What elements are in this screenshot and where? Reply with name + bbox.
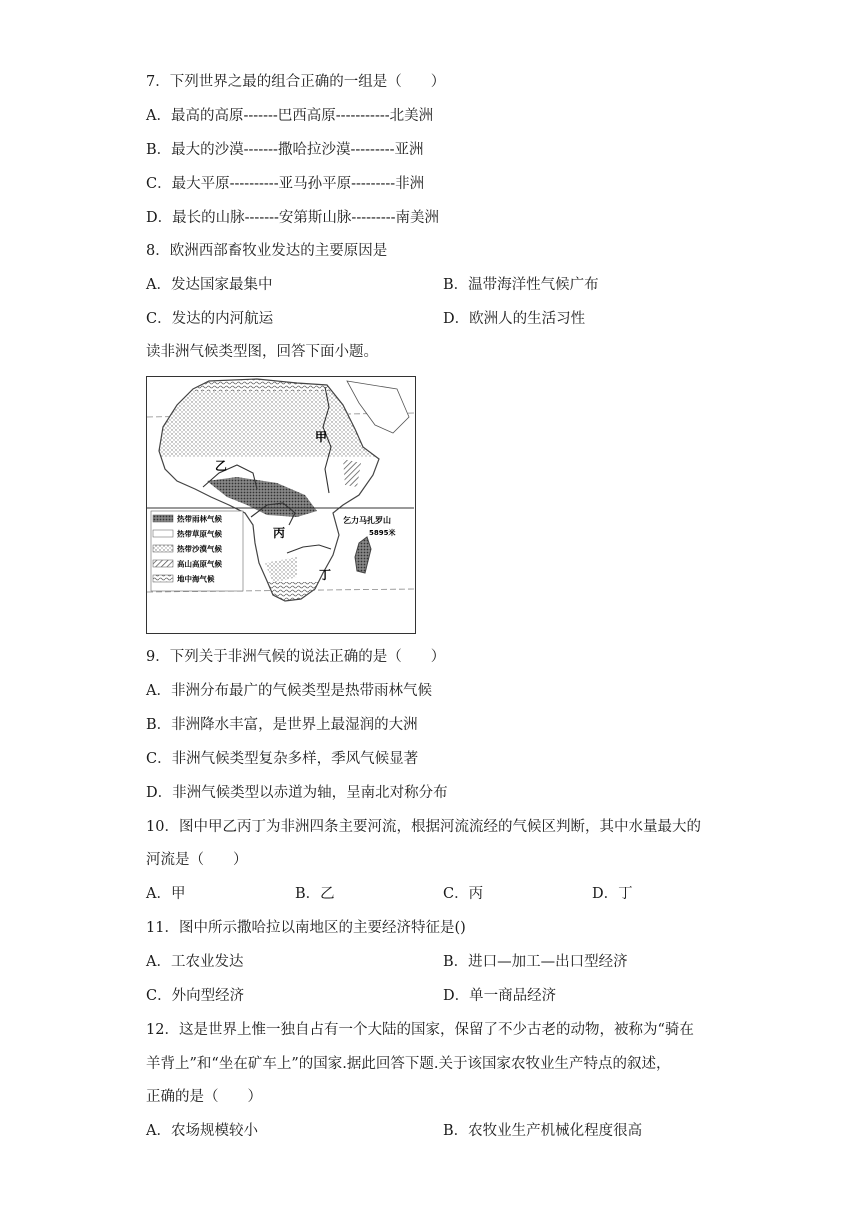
legend-item-rainforest: 热带雨林气候 (177, 514, 222, 524)
question-7-stem: 7．下列世界之最的组合正确的一组是（ ） (146, 74, 446, 90)
question-11-option-a[interactable]: A．工农业发达 (146, 954, 244, 970)
label-jia: 甲 (315, 430, 328, 444)
label-kilimanjaro: 乞力马扎罗山 (343, 516, 391, 525)
question-8-option-b[interactable]: B．温带海洋性气候广布 (443, 277, 599, 293)
question-8-option-c[interactable]: C．发达的内河航运 (146, 311, 274, 327)
question-11-option-c[interactable]: C．外向型经济 (146, 988, 245, 1004)
question-8-option-d[interactable]: D．欧洲人的生活习性 (443, 311, 586, 327)
question-7-option-d[interactable]: D．最长的山脉-------安第斯山脉---------南美洲 (146, 210, 440, 226)
madagascar (355, 537, 371, 573)
question-10-stem-line-1: 10．图中甲乙丙丁为非洲四条主要河流，根据河流流经的气候区判断，其中水量最大的 (146, 819, 701, 835)
arabian-peninsula (347, 381, 409, 433)
question-7-option-c[interactable]: C．最大平原----------亚马孙平原---------非洲 (146, 176, 425, 192)
question-11-stem: 11．图中所示撒哈拉以南地区的主要经济特征是() (146, 920, 466, 936)
question-10-option-d[interactable]: D．丁 (592, 886, 633, 902)
question-12-stem-line-2: 羊背上”和“坐在矿车上”的国家.据此回答下题.关于该国家农牧业生产特点的叙述， (146, 1056, 671, 1072)
question-7-option-b[interactable]: B．最大的沙漠-------撒哈拉沙漠---------亚洲 (146, 142, 424, 158)
map-intro: 读非洲气候类型图，回答下面小题。 (146, 344, 378, 360)
question-10-option-c[interactable]: C．丙 (443, 886, 484, 902)
question-12-stem-line-1: 12．这是世界上惟一独自占有一个大陆的国家，保留了不少古老的动物，被称为“骑在 (146, 1022, 694, 1038)
question-7-option-a[interactable]: A．最高的高原-------巴西高原-----------北美洲 (146, 108, 434, 124)
label-ding: 丁 (319, 568, 332, 582)
question-9-option-b[interactable]: B．非洲降水丰富，是世界上最湿润的大洲 (146, 717, 418, 733)
legend-item-desert: 热带沙漠气候 (177, 544, 222, 554)
question-12-option-b[interactable]: B．农牧业生产机械化程度很高 (443, 1123, 643, 1139)
question-11-option-b[interactable]: B．进口—加工—出口型经济 (443, 954, 628, 970)
question-9-option-c[interactable]: C．非洲气候类型复杂多样，季风气候显著 (146, 751, 419, 767)
label-yi: 乙 (215, 459, 228, 473)
question-11-option-d[interactable]: D．单一商品经济 (443, 988, 557, 1004)
question-8-stem: 8．欧洲西部畜牧业发达的主要原因是 (146, 243, 388, 259)
question-9-option-a[interactable]: A．非洲分布最广的气候类型是热带雨林气候 (146, 683, 432, 699)
label-bing: 丙 (273, 526, 286, 540)
label-kilimanjaro-height: 5895米 (369, 529, 396, 537)
question-8-option-a[interactable]: A．发达国家最集中 (146, 277, 273, 293)
legend-item-savanna: 热带草原气候 (177, 529, 222, 539)
question-10-option-b[interactable]: B．乙 (295, 886, 335, 902)
africa-climate-map (146, 376, 416, 634)
question-12-option-a[interactable]: A．农场规模较小 (146, 1123, 258, 1139)
question-10-option-a[interactable]: A．甲 (146, 886, 186, 902)
question-9-stem: 9．下列关于非洲气候的说法正确的是（ ） (146, 649, 446, 665)
question-12-stem-line-3: 正确的是（ ） (146, 1089, 262, 1105)
legend-item-mediterranean: 地中海气候 (177, 574, 215, 584)
legend-item-highland: 高山高原气候 (177, 559, 222, 569)
map-legend (151, 511, 243, 591)
question-9-option-d[interactable]: D．非洲气候类型以赤道为轴，呈南北对称分布 (146, 785, 448, 801)
question-10-stem-line-2: 河流是（ ） (146, 852, 248, 868)
